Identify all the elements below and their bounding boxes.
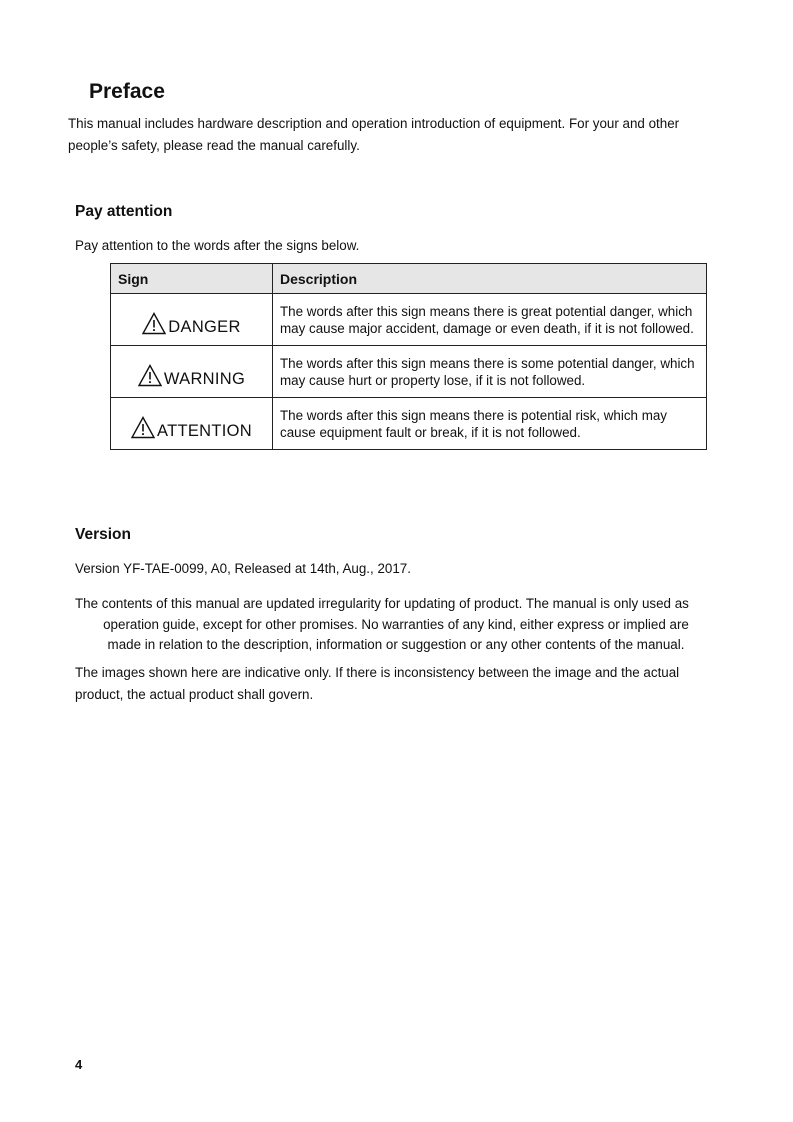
sign-label-warning: WARNING <box>163 370 246 388</box>
table-header-row <box>111 264 707 294</box>
warning-triangle-icon <box>138 364 162 387</box>
disclaimer-line: The contents of this manual are updated irregularity for updating of product. The manual is only used as <box>75 596 689 611</box>
warning-triangle-icon <box>131 416 155 439</box>
preface-intro: This manual includes hardware description and operation introduction of equipment. For your and other people’s safety, please read the manual carefully. <box>68 116 680 153</box>
sign-cell-danger <box>111 294 273 346</box>
signs-table <box>110 263 707 450</box>
pay-attention-lead: Pay attention to the words after the signs below. <box>75 238 360 253</box>
disclaimer-line: operation guide, except for other promises. No warranties of any kind, either express or implied are <box>103 616 689 632</box>
disclaimer-line: made in relation to the description, information or suggestion or any other contents of the manual. <box>107 637 685 652</box>
images-note: The images shown here are indicative only. If there is inconsistency between the image and the actual product, the actual product shall govern. <box>75 665 680 702</box>
sign-cell-attention <box>111 398 273 450</box>
version-disclaimer <box>75 594 717 656</box>
table-row <box>111 294 707 346</box>
version-line: Version YF-TAE-0099, A0, Released at 14th, Aug., 2017. <box>75 561 411 576</box>
page-number: 4 <box>75 1057 83 1072</box>
header-sign: Sign <box>111 264 273 294</box>
table-row <box>111 346 707 398</box>
version-heading: Version <box>75 526 131 543</box>
sign-label-attention: ATTENTION <box>157 422 252 440</box>
sign-cell-warning <box>111 346 273 398</box>
description-attention: The words after this sign means there is potential risk, which may cause equipment fault or break, if it is not followed. <box>273 398 707 450</box>
sign-label-danger: DANGER <box>168 318 241 336</box>
description-warning: The words after this sign means there is some potential danger, which may cause hurt or property lose, if it is not followed. <box>273 346 707 398</box>
page-title: Preface <box>89 80 165 103</box>
header-description: Description <box>273 264 707 294</box>
table-row <box>111 398 707 450</box>
description-danger: The words after this sign means there is great potential danger, which may cause major accident, damage or even death, if it is not followed. <box>273 294 707 346</box>
warning-triangle-icon <box>142 312 166 335</box>
pay-attention-heading: Pay attention <box>75 203 173 220</box>
